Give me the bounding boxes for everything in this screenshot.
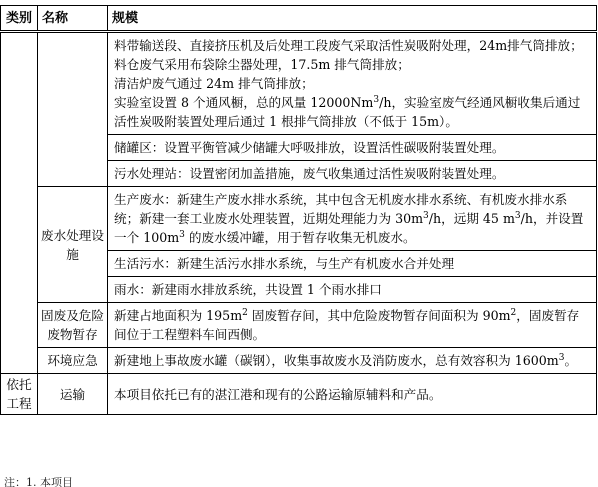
table-row-production-wastewater — [1, 187, 597, 251]
project-composition-table — [0, 5, 597, 415]
table-header-row — [1, 6, 597, 32]
prod-text-b: /h，远期 45 m — [428, 211, 515, 226]
sewage-station-scale: 污水处理站：设置密闭加盖措施，废气收集通过活性炭吸附装置处理。 — [108, 161, 597, 187]
prod-text-a: 生产废水：新建生产废水排水系统，其中包含无机废水排水系统、有机废水排水系统；新建一套工业废水处理装置，近期处理能力为 30m — [114, 192, 568, 226]
solid-sup-1: 2 — [242, 307, 248, 318]
waste-gas-line-2: 料仓废气采用布袋除尘器处理，17.5m 排气筒排放； — [114, 57, 410, 72]
emergency-scale — [108, 348, 597, 374]
table-row-emergency — [1, 348, 597, 374]
lab-sup: 3 — [373, 94, 380, 105]
solid-text-c: ，固废暂存间位于工程塑料车间西侧。 — [114, 308, 580, 342]
header-scale: 规模 — [108, 6, 597, 32]
prod-sup-2: 3 — [514, 210, 521, 221]
rainwater-scale: 雨水：新建雨水排放系统，共设置 1 个雨水排口 — [108, 277, 597, 303]
lab-text-a: 实验室设置 8 个通风橱，总的风量 12000Nm — [114, 95, 374, 110]
name-cell-solid-waste: 固废及危险废物暂存 — [38, 303, 108, 348]
production-wastewater-scale — [108, 187, 597, 251]
waste-gas-line-4 — [114, 93, 590, 131]
table-row-waste-gas — [1, 32, 597, 135]
emergency-text-a: 新建地上事故废水罐（碳钢），收集事故废水及消防废水，总有效容积为 1600m — [114, 353, 559, 368]
name-cell-transport: 运输 — [38, 374, 108, 415]
category-cell-environmental — [1, 32, 38, 374]
table-row-transport — [1, 374, 597, 415]
waste-gas-line-3: 清洁炉废气通过 24m 排气筒排放； — [114, 76, 314, 91]
category-cell-supporting: 依托工程 — [1, 374, 38, 415]
solid-text-b: 固废暂存间，其中危险废物暂存间面积为 90m — [247, 308, 511, 323]
table-row-solid-waste — [1, 303, 597, 348]
header-category: 类别 — [1, 6, 38, 32]
solid-waste-scale — [108, 303, 597, 348]
solid-sup-2: 2 — [510, 307, 517, 318]
prod-text-d: 的废水缓冲罐，用于暂存收集无机废水。 — [184, 230, 416, 245]
solid-text-a: 新建占地面积为 195m — [114, 308, 243, 323]
emergency-text-b: 。 — [564, 353, 578, 368]
header-name: 名称 — [38, 6, 108, 32]
prod-text-c: /h，并设置一个 100m — [114, 211, 584, 245]
waste-gas-scale — [108, 32, 597, 135]
name-cell-emergency: 环境应急 — [38, 348, 108, 374]
prod-sup-1: 3 — [423, 210, 429, 221]
prod-sup-3: 3 — [179, 229, 185, 240]
transport-scale: 本项目依托已有的湛江港和现有的公路运输原辅料和产品。 — [108, 374, 597, 415]
table-footnote: 注：1. 本项目 — [4, 477, 73, 487]
name-cell-waste-gas — [38, 32, 108, 187]
tank-scale: 储罐区：设置平衡管减少储罐大呼吸排放，设置活性碳吸附装置处理。 — [108, 135, 597, 161]
lab-text-b: /h，实验室废气经通风橱收集后通过活性炭吸附装置处理后通过 1 根排气筒排放（不低于 15m）。 — [114, 95, 581, 129]
emergency-sup: 3 — [558, 352, 565, 363]
domestic-sewage-scale: 生活污水：新建生活污水排水系统，与生产有机废水合并处理 — [108, 251, 597, 277]
waste-gas-line-1: 料带输送段、直接挤压机及后处理工段废气采取活性炭吸附处理，24m排气筒排放； — [114, 38, 583, 53]
name-cell-wastewater: 废水处理设施 — [38, 187, 108, 303]
